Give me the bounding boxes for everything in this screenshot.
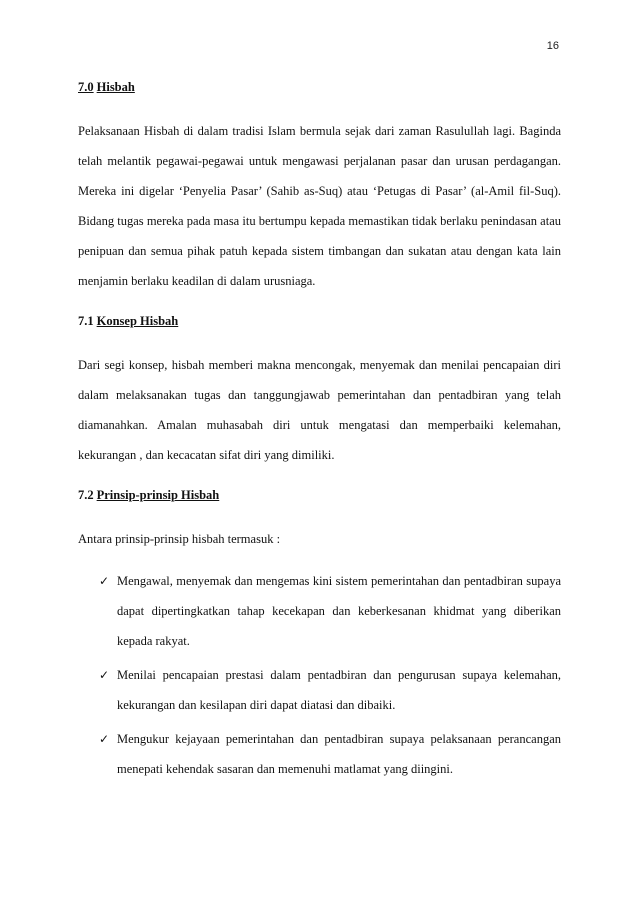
principles-list xyxy=(78,566,561,784)
list-item-text: Menilai pencapaian prestasi dalam pentadbiran dan pengurusan supaya kelemahan, kekurangan dan kesilapan diri dapat diatasi dan dibaiki. xyxy=(117,668,561,712)
checkmark-icon: ✓ xyxy=(99,574,110,588)
section-number: 7.2 xyxy=(78,488,94,502)
page-number: 16 xyxy=(546,40,559,52)
section-title: Prinsip-prinsip Hisbah xyxy=(96,488,220,502)
section-title: Hisbah xyxy=(96,80,135,94)
list-item xyxy=(99,566,561,656)
section-number: 7.1 xyxy=(78,314,94,328)
list-item-text: Mengukur kejayaan pemerintahan dan pentadbiran supaya pelaksanaan perancangan menepati kehendak sasaran dan memenuhi matlamat yang diingini. xyxy=(117,732,561,776)
section-heading-7-0 xyxy=(78,76,561,98)
section-heading-7-1 xyxy=(78,310,561,332)
section-number: 7.0 xyxy=(78,80,94,94)
list-item xyxy=(99,660,561,720)
list-item-text: Mengawal, menyemak dan mengemas kini sistem pemerintahan dan pentadbiran supaya dapat dipertingkatkan tahap kecekapan dan keberkesanan khidmat yang diberikan kepada rakyat. xyxy=(117,574,561,648)
principles-intro: Antara prinsip-prinsip hisbah termasuk : xyxy=(78,532,281,546)
section-heading-7-2 xyxy=(78,484,561,506)
section-paragraph-konsep: Dari segi konsep, hisbah memberi makna mencongak, menyemak dan menilai pencapaian diri dalam melaksanakan tugas dan tanggungjawab pemerintahan dan pentadbiran yang telah diamanahkan. Amalan muhasabah diri untuk mengatasi dan memperbaiki kelemahan, kekurangan , dan kecacatan sifat diri yang dimiliki. xyxy=(78,358,561,462)
checkmark-icon: ✓ xyxy=(99,668,110,682)
section-paragraph-hisbah: Pelaksanaan Hisbah di dalam tradisi Islam bermula sejak dari zaman Rasulullah lagi. Baginda telah melantik pegawai-pegawai untuk mengawasi perjalanan pasar dan urusan perdagangan. Mereka ini digelar ‘Penyelia Pasar’ (Sahib as-Suq) atau ‘Petugas di Pasar’ (al-Amil fil-Suq). Bidang tugas mereka pada masa itu bertumpu kepada memastikan tidak berlaku penindasan atau penipuan dan semua pihak patuh kepada sistem timbangan dan sukatan atau dengan kata lain menjamin berlaku keadilan di dalam urusniaga. xyxy=(78,124,561,288)
checkmark-icon: ✓ xyxy=(99,732,110,746)
list-item xyxy=(99,724,561,784)
document-body xyxy=(78,76,561,788)
section-title: Konsep Hisbah xyxy=(96,314,179,328)
